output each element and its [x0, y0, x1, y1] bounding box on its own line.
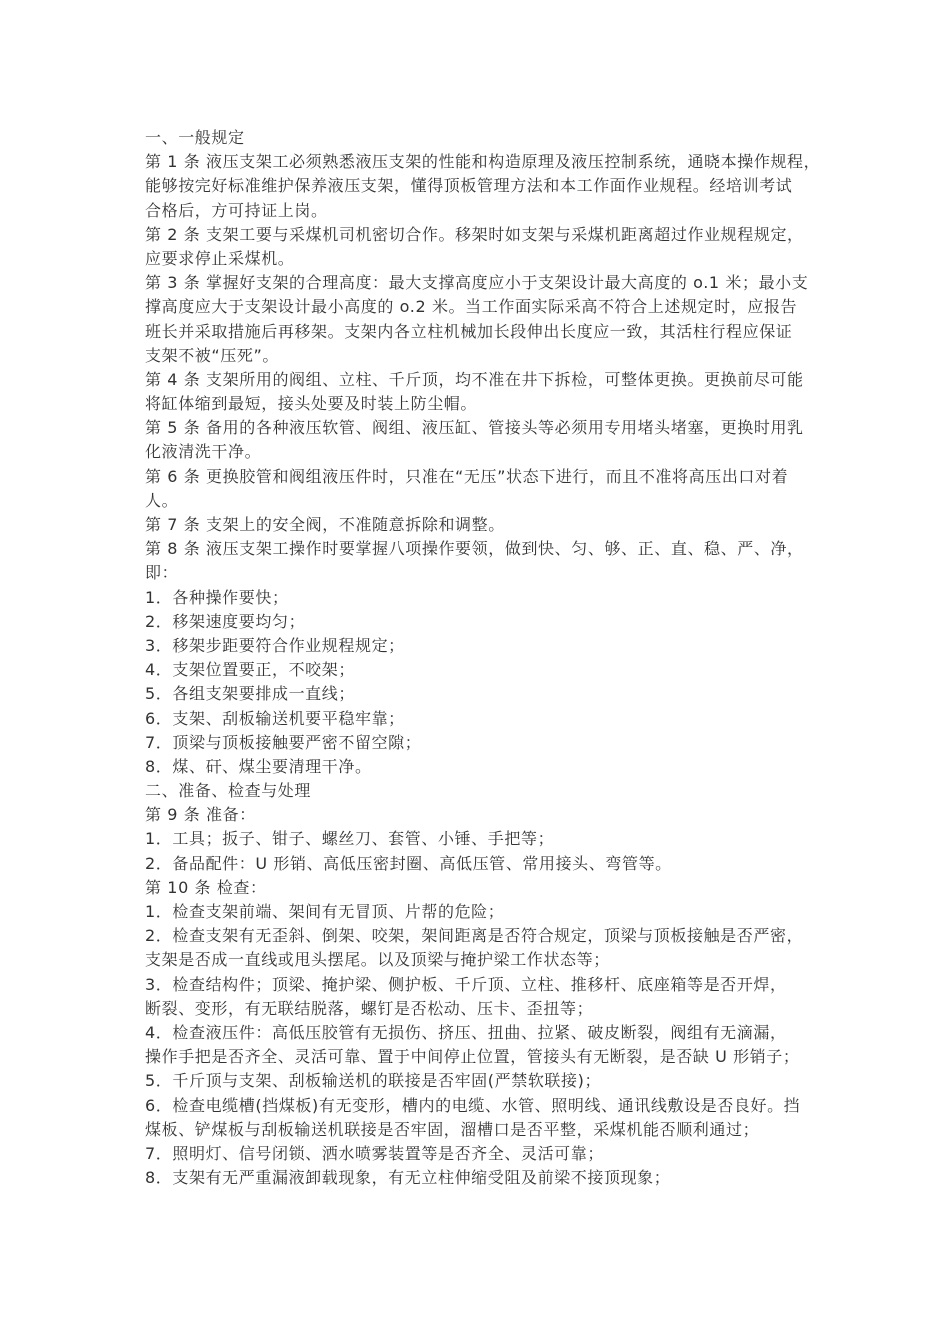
text-line: 7．顶梁与顶板接触要严密不留空隙；: [145, 732, 422, 752]
text-line: 能够按完好标准维护保养液压支架，懂得顶板管理方法和本工作面作业规程。经培训考试: [145, 176, 793, 196]
text-line: 人。: [145, 490, 179, 510]
text-line: 班长并采取措施后再移架。支架内各立柱机械加长段伸出长度应一致，其活柱行程应保证: [145, 321, 793, 341]
text-line: 4．检查液压件：高低压胶管有无损伤、挤压、扭曲、拉紧、破皮断裂，阀组有无滴漏，: [145, 1022, 787, 1042]
text-line: 第 6 条 更换胶管和阀组液压件时，只准在“无压”状态下进行，而且不准将高压出口对着: [145, 466, 789, 486]
text-line: 3．移架步距要符合作业规程规定；: [145, 635, 405, 655]
text-line: 6．支架、刮板输送机要平稳牢靠；: [145, 708, 405, 728]
text-line: 第 3 条 掌握好支架的合理高度：最大支撑高度应小于支架设计最大高度的 o.1 米；最小支: [145, 273, 809, 293]
text-line: 第 9 条 准备：: [145, 805, 256, 825]
text-line: 第 7 条 支架上的安全阀，不准随意拆除和调整。: [145, 515, 505, 534]
text-line: 合格后，方可持证上岗。: [145, 200, 328, 220]
text-line: 第 1 条 液压支架工必须熟悉液压支架的性能和构造原理及液压控制系统，通晓本操作规程，: [145, 152, 821, 172]
document-body: [145, 126, 835, 1190]
text-line: 二、准备、检查与处理: [145, 781, 312, 801]
text-line: 第 4 条 支架所用的阀组、立柱、千斤顶，均不准在井下拆检，可整体更换。更换前尽可能: [145, 369, 804, 389]
text-line: 支架不被“压死”。: [145, 345, 279, 365]
text-line: 5．各组支架要排成一直线；: [145, 684, 355, 704]
text-line: 第 5 条 备用的各种液压软管、阀组、液压缸、管接头等必须用专用堵头堵塞，更换时用乳: [145, 418, 804, 438]
text-line: 一、一般规定: [145, 128, 245, 147]
text-line: 支架是否成一直线或甩头摆尾。以及顶梁与掩护梁工作状态等；: [145, 950, 610, 970]
text-line: 撑高度应大于支架设计最小高度的 o.2 米。当工作面实际采高不符合上述规定时，应报告: [145, 297, 798, 317]
text-line: 1．各种操作要快；: [145, 587, 289, 607]
text-line: 7．照明灯、信号闭锁、洒水喷雾装置等是否齐全、灵活可靠；: [145, 1143, 604, 1163]
text-line: 8．支架有无严重漏液卸载现象，有无立柱伸缩受阻及前梁不接顶现象；: [145, 1168, 671, 1188]
text-line: 第 2 条 支架工要与采煤机司机密切合作。移架时如支架与采煤机距离超过作业规程规定，: [145, 224, 804, 244]
text-line: 8．煤、矸、煤尘要清理干净。: [145, 756, 372, 776]
text-line: 化液清洗干净。: [145, 442, 262, 462]
text-line: 2．移架速度要均匀；: [145, 611, 306, 631]
text-line: 1．检查支架前端、架间有无冒顶、片帮的危险；: [145, 902, 505, 921]
text-line: 1．工具；扳子、钳子、螺丝刀、套管、小锤、手把等；: [145, 829, 555, 849]
text-line: 即：: [145, 563, 179, 583]
text-line: 断裂、变形，有无联结脱落，螺钉是否松动、压卡、歪扭等；: [145, 998, 594, 1018]
text-line: 2．备品配件：U 形销、高低压密封圈、高低压管、常用接头、弯管等。: [145, 853, 672, 873]
text-line: 操作手把是否齐全、灵活可靠、置于中间停止位置，管接头有无断裂，是否缺 U 形销子；: [145, 1047, 800, 1067]
text-line: 将缸体缩到最短，接头处要及时装上防尘帽。: [145, 394, 478, 414]
text-line: 第 8 条 液压支架工操作时要掌握八项操作要领，做到快、匀、够、正、直、稳、严、净，: [145, 539, 804, 559]
text-line: 4．支架位置要正，不咬架；: [145, 660, 355, 680]
text-line: 3．检查结构件；顶梁、掩护梁、侧护板、千斤顶、立柱、推移杆、底座箱等是否开焊，: [145, 974, 787, 994]
text-line: 2．检查支架有无歪斜、倒架、咬架，架间距离是否符合规定，顶梁与顶板接触是否严密，: [145, 926, 804, 946]
text-line: 煤板、铲煤板与刮板输送机联接是否牢固，溜槽口是否平整，采煤机能否顺利通过；: [145, 1119, 760, 1139]
text-line: 第 10 条 检查：: [145, 877, 267, 897]
text-line: 应要求停止采煤机。: [145, 248, 295, 268]
text-line: 5．千斤顶与支架、刮板输送机的联接是否牢固(严禁软联接)；: [145, 1071, 602, 1091]
text-line: 6．检查电缆槽(挡煤板)有无变形，槽内的电缆、水管、照明线、通讯线敷设是否良好。挡: [145, 1095, 801, 1115]
